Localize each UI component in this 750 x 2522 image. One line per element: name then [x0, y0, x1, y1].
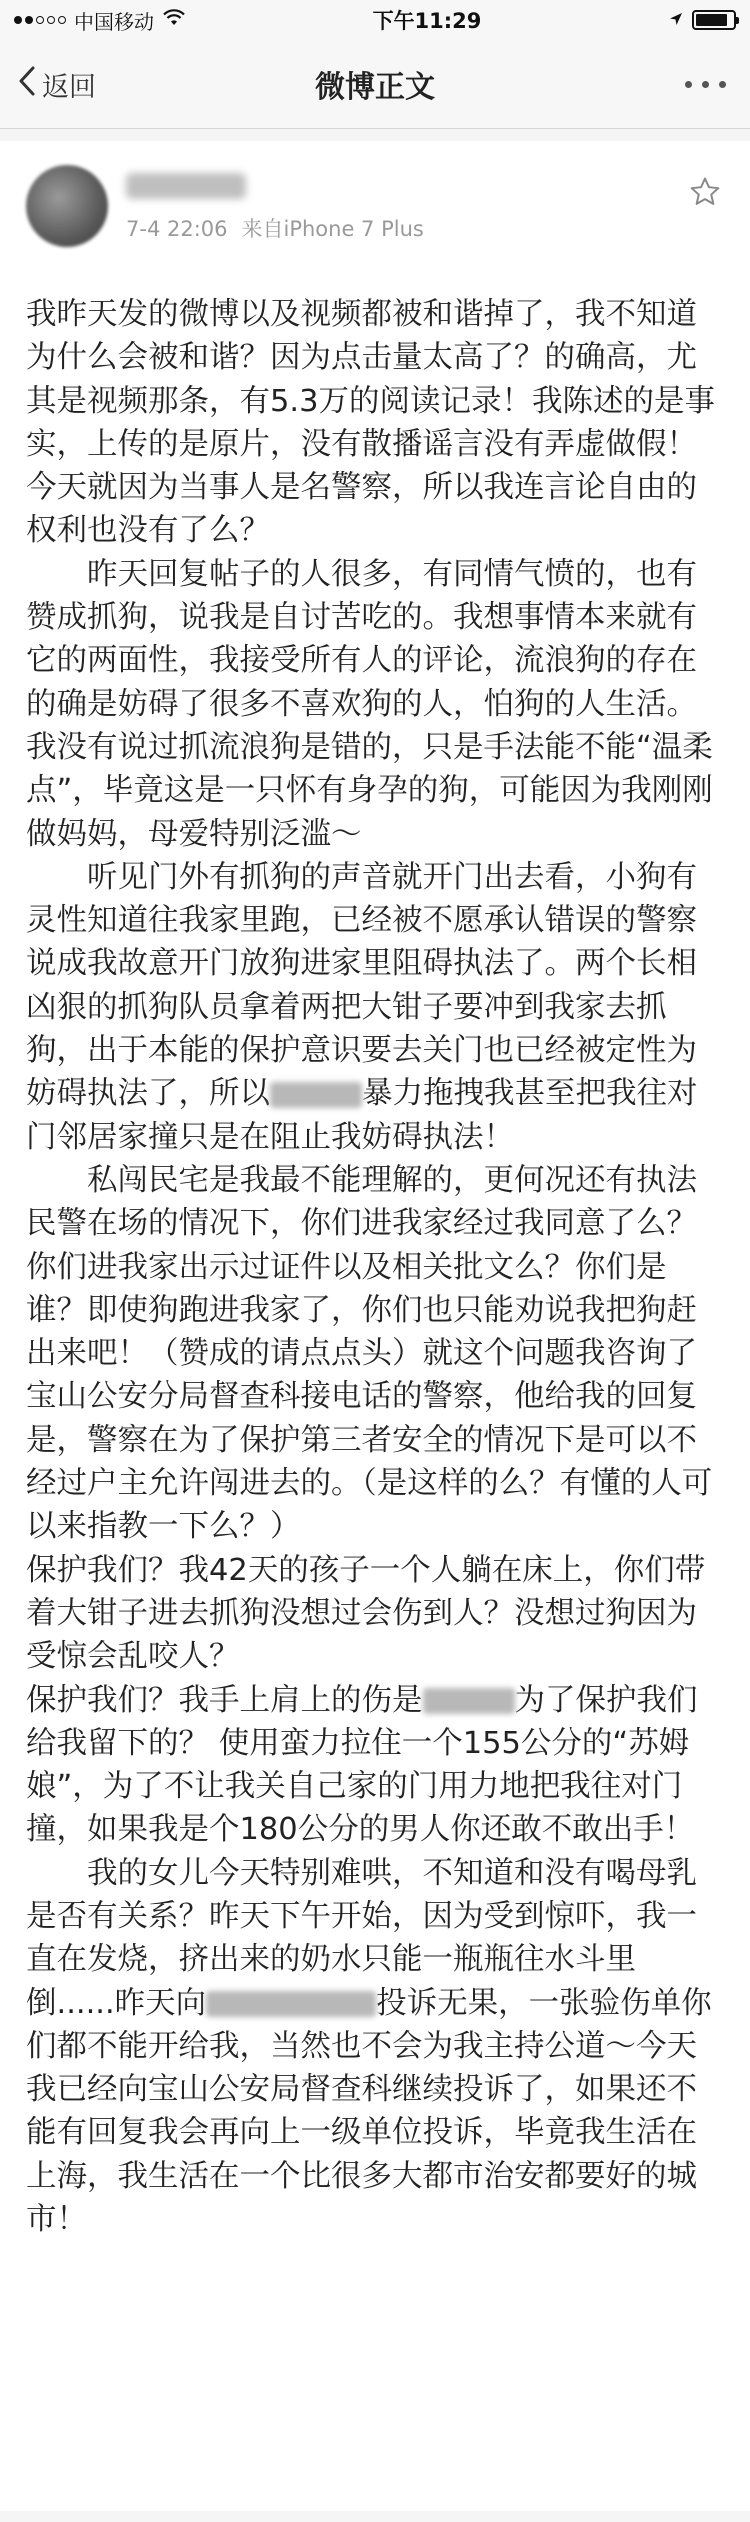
- redacted-name: [423, 1688, 515, 1714]
- status-bar: [0, 0, 750, 40]
- more-dot: [719, 81, 726, 88]
- status-left: [14, 6, 186, 35]
- username-blurred[interactable]: [126, 173, 246, 199]
- post-paragraph: [26, 293, 724, 553]
- paragraph-text: 暴力拖拽我甚至把我往对门邻居家撞只是在阻止我妨碍执法！: [26, 1076, 698, 1155]
- paragraph-text: 保护我们？我手上肩上的伤是: [26, 1682, 423, 1718]
- chevron-left-icon: [18, 65, 36, 104]
- location-arrow-icon: [668, 8, 684, 32]
- wifi-icon: [162, 8, 186, 32]
- more-button[interactable]: [685, 40, 726, 128]
- carrier-label: 中国移动: [74, 9, 154, 34]
- more-dot: [685, 81, 692, 88]
- redacted-agency: [206, 1991, 376, 2017]
- signal-icon: [14, 16, 66, 24]
- post-time-source: [126, 213, 424, 243]
- weibo-post: [0, 141, 750, 2511]
- post-paragraph: [26, 1679, 724, 1852]
- more-dot: [702, 81, 709, 88]
- page-title: 微博正文: [315, 70, 435, 105]
- paragraph-text: 私闯民宅是我最不能理解的，更何况还有执法民警在场的情况下，你们进我家经过我同意了么？你们进我家出示过证件以及相关批文么？你们是谁？即使狗跑进我家了，你们也只能劝说我把狗赶出来吧！（赞成的请点点头）就这个问题我咨询了宝山公安分局督查科接电话的警察，他给我的回复是，警察在为了保护第三者安全的情况下是可以不经过户主允许闯进去的。（是这样的么？有懂的人可以来指教一下么？）: [26, 1162, 713, 1545]
- back-button[interactable]: [18, 40, 96, 128]
- paragraph-text: 我昨天发的微博以及视频都被和谐掉了，我不知道为什么会被和谐？因为点击量太高了？的确高，尤其是视频那条，有5.3万的阅读记录！我陈述的是事实，上传的是原片，没有散播谣言没有弄虚做假！今天就因为当事人是名警察，所以我连言论自由的权利也没有了么？: [26, 297, 716, 549]
- paragraph-text: 听见门外有抓狗的声音就开门出去看，小狗有灵性知道往我家里跑，已经被不愿承认错误的警察说成我故意开门放狗进家里阻碍执法了。两个长相凶狠的抓狗队员拿着两把大钳子要冲到我家去抓狗，出于本能的保护意识要去关门也已经被定性为妨碍执法了，所以: [26, 859, 697, 1112]
- post-time: 7-4 22:06: [126, 217, 228, 241]
- post-paragraph: [26, 1852, 724, 2242]
- paragraph-text: 保护我们？我42天的孩子一个人躺在床上，你们带着大钳子进去抓狗没想过会伤到人？没想过狗因为受惊会乱咬人？: [26, 1552, 706, 1675]
- battery-fill: [696, 14, 727, 26]
- star-icon[interactable]: [688, 175, 722, 213]
- paragraph-text: 昨天回复帖子的人很多，有同情气愤的，也有赞成抓狗，说我是自讨苦吃的。我想事情本来就有它的两面性，我接受所有人的评论，流浪狗的存在的确是妨碍了很多不喜欢狗的人，怕狗的人生活。我没有说过抓流浪狗是错的，只是手法能不能“温柔点”，毕竟这是一只怀有身孕的狗，可能因为我刚刚做妈妈，母爱特别泛滥～: [26, 556, 713, 852]
- nav-bar: [0, 40, 750, 129]
- redacted-name: [270, 1082, 362, 1108]
- post-paragraph: [26, 1159, 724, 1549]
- post-source: 来自iPhone 7 Plus: [241, 217, 424, 241]
- paragraph-text: 投诉无果，一张验伤单你们都不能开给我，当然也不会为我主持公道～今天我已经向宝山公安局督查科继续投诉了，如果还不能有回复我会再向上一级单位投诉，毕竟我生活在上海，我生活在一个比很多大都市治安都要好的城市！: [26, 1985, 712, 2238]
- status-time: 下午11:29: [372, 9, 482, 33]
- paragraph-text: 我的女儿今天特别难哄，不知道和没有喝母乳是否有关系？昨天下午开始，因为受到惊吓，我一直在发烧，挤出来的奶水只能一瓶瓶往水斗里倒......昨天向: [26, 1855, 697, 2021]
- avatar[interactable]: [26, 165, 108, 247]
- paragraph-text: 为了保护我们给我留下的？ 使用蛮力拉住一个155公分的“苏姆娘”，为了不让我关自己家的门用力地把我往对门撞，如果我是个180公分的男人你还敢不敢出手！: [26, 1682, 698, 1848]
- back-label: 返回: [42, 71, 96, 103]
- status-right: [668, 8, 736, 32]
- post-paragraph: [26, 856, 724, 1159]
- post-paragraph: [26, 1549, 724, 1679]
- post-header: [26, 165, 724, 265]
- post-meta: [126, 165, 424, 243]
- battery-icon: [692, 10, 736, 30]
- post-paragraph: [26, 553, 724, 856]
- post-content: [26, 293, 724, 2241]
